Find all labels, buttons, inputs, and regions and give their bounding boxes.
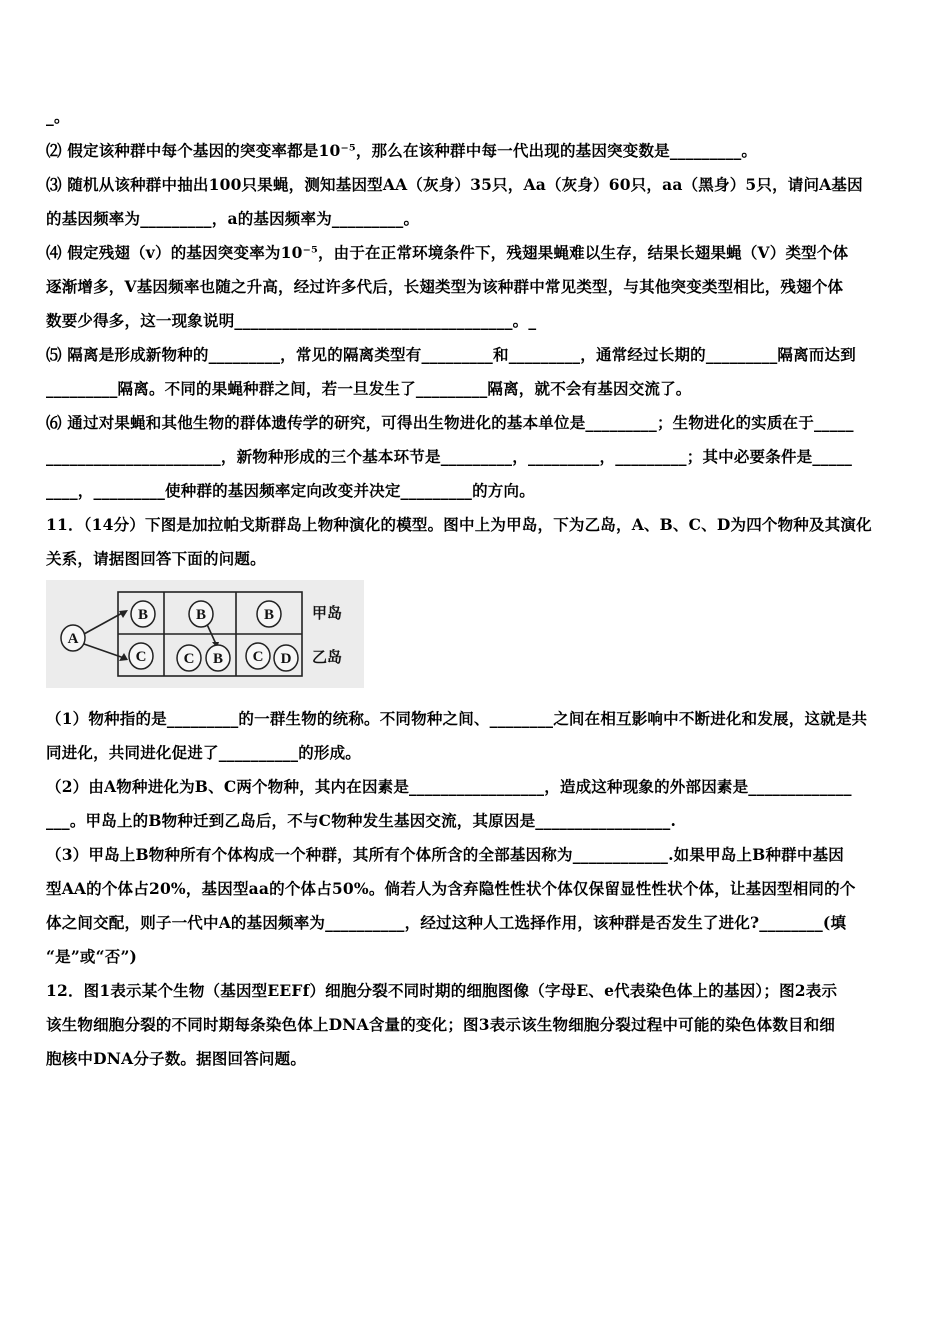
- document-page: [46, 100, 908, 1076]
- species-label: B: [212, 651, 224, 667]
- text-line: 逐渐增多，V基因频率也随之升高，经过许多代后，长翅类型为该种群中常见类型，与其他突变类型相比，残翅个体: [46, 277, 844, 296]
- text-line: 关系，请据图回答下面的问题。: [46, 549, 266, 568]
- text-line: （2）由A物种进化为B、C两个物种，其内在因素是_________________，造成这种现象的外部因素是_____________: [46, 777, 852, 796]
- species-label: B: [137, 607, 149, 623]
- species-label: C: [135, 649, 147, 665]
- island-jia-label: 甲岛: [312, 604, 343, 622]
- text-line: 型AA的个体占20%，基因型aa的个体占50%。倘若人为含弃隐性性状个体仅保留显性性状个体，让基因型相同的个: [46, 879, 856, 898]
- text-line: ⑷ 假定残翅（v）的基因突变率为10⁻⁵，由于在正常环境条件下，残翅果蝇难以生存，结果长翅果蝇（V）类型个体: [46, 243, 849, 262]
- text-line: ⑵ 假定该种群中每个基因的突变率都是10⁻⁵，那么在该种群中每一代出现的基因突变数是_________。: [46, 141, 758, 160]
- text-line: 胞核中DNA分子数。据图回答问题。: [46, 1049, 307, 1068]
- text-line: _。: [46, 107, 70, 126]
- species-evolution-figure: [46, 580, 364, 688]
- question-11-stem: 11．（14分）下图是加拉帕戈斯群岛上物种演化的模型。图中上为甲岛，下为乙岛，A、B、C、D为四个物种及其演化: [46, 515, 872, 534]
- question-12-stem: 12．图1表示某个生物（基因型EEFf）细胞分裂不同时期的细胞图像（字母E、e代表染色体上的基因）；图2表示: [46, 981, 838, 1000]
- text-line: _________隔离。不同的果蝇种群之间，若一旦发生了_________隔离，就不会有基因交流了。: [46, 379, 692, 398]
- text-line: 数要少得多，这一现象说明___________________________________。_: [46, 311, 537, 330]
- text-line: 体之间交配，则子一代中A的基因频率为__________，经过这种人工选择作用，该种群是否发生了进化?________(填: [46, 913, 847, 932]
- species-label: C: [252, 649, 264, 665]
- text-line: ____，_________使种群的基因频率定向改变并决定_________的方向。: [46, 481, 535, 500]
- species-label: D: [280, 651, 292, 667]
- species-label: B: [195, 607, 207, 623]
- island-yi-label: 乙岛: [312, 648, 343, 666]
- text-line: 的基因频率为_________，a的基因频率为_________。: [46, 209, 420, 228]
- text-line: （1）物种指的是_________的一群生物的统称。不同物种之间、________之间在相互影响中不断进化和发展，这就是共: [46, 709, 868, 728]
- text-line: 该生物细胞分裂的不同时期每条染色体上DNA含量的变化；图3表示该生物细胞分裂过程中可能的染色体数目和细: [46, 1015, 836, 1034]
- species-label: C: [183, 651, 195, 667]
- text-line: ⑸ 隔离是形成新物种的_________，常见的隔离类型有_________和_________，通常经过长期的_________隔离而达到: [46, 345, 856, 364]
- text-line: ______________________，新物种形成的三个基本环节是_________，_________，_________；其中必要条件是_____: [46, 447, 853, 466]
- text-line: ⑶ 随机从该种群中抽出100只果蝇，测知基因型AA（灰身）35只，Aa（灰身）60只，aa（黑身）5只，请问A基因: [46, 175, 863, 194]
- text-line: 同进化，共同进化促进了__________的形成。: [46, 743, 362, 762]
- text-line: ___。甲岛上的B物种迁到乙岛后，不与C物种发生基因交流，其原因是_________________.: [46, 811, 677, 830]
- text-line: ⑹ 通过对果蝇和其他生物的群体遗传学的研究，可得出生物进化的基本单位是_________；生物进化的实质在于_____: [46, 413, 854, 432]
- species-label: B: [263, 607, 275, 623]
- text-line: （3）甲岛上B物种所有个体构成一个种群，其所有个体所含的全部基因称为____________.如果甲岛上B种群中基因: [46, 845, 844, 864]
- text-line: “是”或“否”): [46, 947, 138, 966]
- species-a-label: A: [67, 631, 79, 647]
